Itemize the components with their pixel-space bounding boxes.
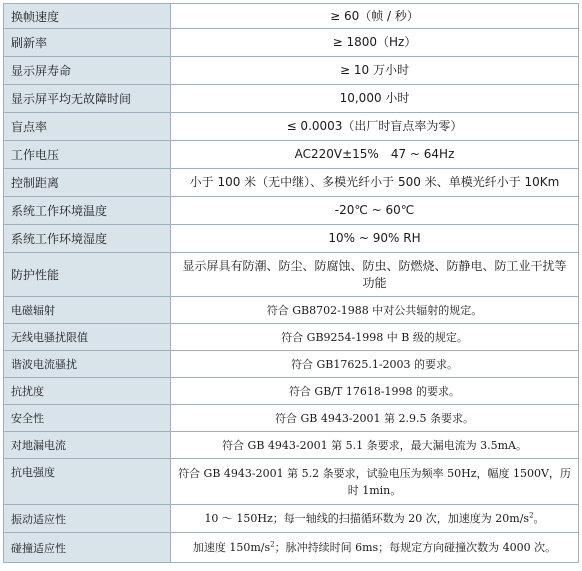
row-value: 符合 GB 4943-2001 第 5.2 条要求，试验电压为频率 50Hz，幅度 1500V，历时 1min。	[171, 459, 579, 505]
row-label: 盲点率	[4, 113, 171, 141]
table-row	[4, 533, 579, 563]
table-row	[4, 4, 579, 29]
value-text: 10 ～ 150Hz；每一轴线的扫描循环数为 20 次，加速度为 20m/s	[204, 512, 530, 525]
table-row	[4, 57, 579, 85]
table-row	[4, 253, 579, 297]
row-value: 10% ~ 90% RH	[171, 225, 579, 253]
row-label: 谐波电流骚扰	[4, 351, 171, 378]
row-label: 工作电压	[4, 141, 171, 169]
row-value: ≥ 60（帧 / 秒）	[171, 4, 579, 29]
row-label: 显示屏寿命	[4, 57, 171, 85]
row-label: 控制距离	[4, 169, 171, 197]
row-label: 振动适应性	[4, 505, 171, 533]
table-row	[4, 225, 579, 253]
row-value: ≥ 10 万小时	[171, 57, 579, 85]
table-row	[4, 85, 579, 113]
row-label: 无线电骚扰限值	[4, 324, 171, 351]
table-row	[4, 505, 579, 533]
row-value: 显示屏具有防潮、防尘、防腐蚀、防虫、防燃烧、防静电、防工业干扰等功能	[171, 253, 579, 297]
table-row	[4, 378, 579, 405]
table-row	[4, 197, 579, 225]
row-label: 换帧速度	[4, 4, 171, 29]
row-label: 抗电强度	[4, 459, 171, 505]
row-label: 电磁辐射	[4, 297, 171, 324]
row-value: 符合 GB/T 17618-1998 的要求。	[171, 378, 579, 405]
row-value: 10,000 小时	[171, 85, 579, 113]
row-value	[171, 505, 579, 533]
table-row	[4, 351, 579, 378]
row-value: AC220V±15% 47 ~ 64Hz	[171, 141, 579, 169]
table-row	[4, 432, 579, 459]
row-label: 系统工作环境湿度	[4, 225, 171, 253]
row-value: 符合 GB17625.1-2003 的要求。	[171, 351, 579, 378]
table-row	[4, 29, 579, 57]
row-value: ≤ 0.0003（出厂时盲点率为零）	[171, 113, 579, 141]
row-value: 小于 100 米（无中继）、多模光纤小于 500 米、单模光纤小于 10Km	[171, 169, 579, 197]
row-value	[171, 533, 579, 563]
table-row	[4, 405, 579, 432]
superscript: 2	[270, 540, 275, 549]
superscript: 2	[529, 511, 534, 520]
row-label: 抗扰度	[4, 378, 171, 405]
row-label: 碰撞适应性	[4, 533, 171, 563]
row-value: 符合 GB 4943-2001 第 5.1 条要求，最大漏电流为 3.5mA。	[171, 432, 579, 459]
row-label: 刷新率	[4, 29, 171, 57]
row-value: 符合 GB 4943-2001 第 2.9.5 条要求。	[171, 405, 579, 432]
table-row	[4, 113, 579, 141]
spec-table	[3, 3, 579, 563]
row-label: 安全性	[4, 405, 171, 432]
row-label: 对地漏电流	[4, 432, 171, 459]
row-label: 系统工作环境温度	[4, 197, 171, 225]
table-row	[4, 169, 579, 197]
table-row	[4, 324, 579, 351]
row-value: 符合 GB8702-1988 中对公共辐射的规定。	[171, 297, 579, 324]
row-value: 符合 GB9254-1998 中 B 级的规定。	[171, 324, 579, 351]
value-text: 加速度 150m/s	[192, 541, 271, 554]
value-tail: ；脉冲持续时间 6ms；每规定方向碰撞次数为 4000 次。	[274, 541, 557, 554]
table-row	[4, 459, 579, 505]
row-value: ≥ 1800（Hz）	[171, 29, 579, 57]
table-row	[4, 141, 579, 169]
value-tail: 。	[533, 512, 545, 525]
row-label: 防护性能	[4, 253, 171, 297]
table-row	[4, 297, 579, 324]
row-value: -20℃ ~ 60℃	[171, 197, 579, 225]
row-label: 显示屏平均无故障时间	[4, 85, 171, 113]
